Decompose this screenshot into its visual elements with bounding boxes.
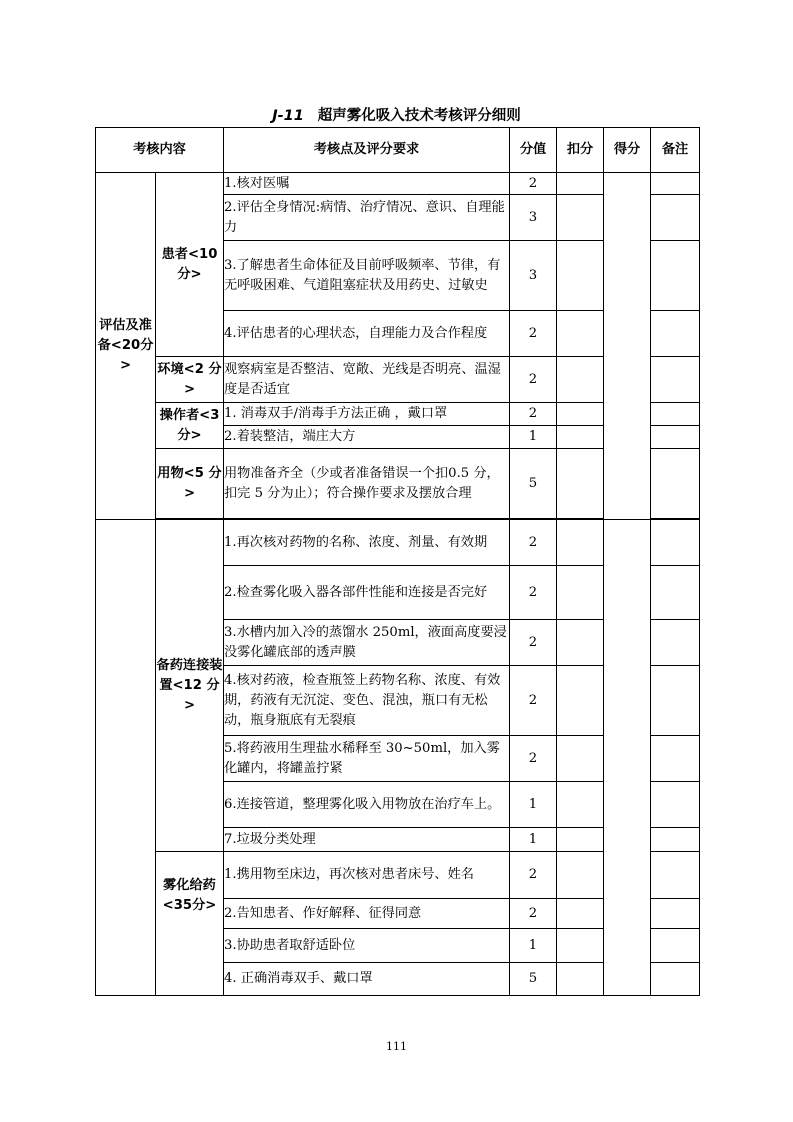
score-cell: 2 — [510, 566, 557, 620]
deduct-cell — [557, 173, 604, 195]
group-label: 用物<5 分> — [156, 449, 224, 519]
page-number: 111 — [386, 1040, 407, 1053]
table-row — [96, 173, 700, 195]
deduct-cell — [557, 449, 604, 519]
deduct-cell — [557, 666, 604, 736]
requirement-cell: 2.检查雾化吸入器各部件性能和连接是否完好 — [224, 566, 510, 620]
category-cell: 评估及准备<20分> — [96, 173, 156, 520]
score-cell: 2 — [510, 173, 557, 195]
score-cell: 5 — [510, 449, 557, 519]
requirement-cell: 3.协助患者取舒适卧位 — [224, 929, 510, 963]
score-cell: 5 — [510, 963, 557, 996]
note-cell — [651, 195, 700, 241]
note-cell — [651, 736, 700, 782]
requirement-cell: 1.携用物至床边，再次核对患者床号、姓名 — [224, 852, 510, 899]
header-deduct: 扣分 — [557, 128, 604, 173]
note-cell — [651, 241, 700, 311]
deduct-cell — [557, 828, 604, 852]
score-cell: 2 — [510, 736, 557, 782]
score-cell: 2 — [510, 311, 557, 357]
requirement-cell: 2.评估全身情况:病情、治疗情况、意识、自理能力 — [224, 195, 510, 241]
requirement-cell: 4. 正确消毒双手、戴口罩 — [224, 963, 510, 996]
category-cell — [96, 520, 156, 996]
note-cell — [651, 426, 700, 449]
requirement-cell: 用物准备齐全（少或者准备错误一个扣0.5 分，扣完 5 分为止）；符合操作要求及摆放合理 — [224, 449, 510, 519]
header-row — [96, 128, 700, 173]
note-cell — [651, 666, 700, 736]
score-cell: 2 — [510, 666, 557, 736]
requirement-cell: 1.核对医嘱 — [224, 173, 510, 195]
note-cell — [651, 311, 700, 357]
score-cell: 2 — [510, 520, 557, 566]
header-content: 考核内容 — [96, 128, 224, 173]
note-cell — [651, 782, 700, 828]
requirement-cell: 6.连接管道，整理雾化吸入用物放在治疗车上。 — [224, 782, 510, 828]
requirement-cell: 2.着装整洁，端庄大方 — [224, 426, 510, 449]
page-title — [0, 104, 793, 125]
requirement-cell: 3.了解患者生命体征及目前呼吸频率、节律，有无呼吸困难、气道阻塞症状及用药史、过敏史 — [224, 241, 510, 311]
note-cell — [651, 449, 700, 519]
group-label: 患者<10 分> — [156, 173, 224, 357]
group-label: 操作者<3分> — [156, 403, 224, 449]
score-cell: 3 — [510, 195, 557, 241]
title-text: 超声雾化吸入技术考核评分细则 — [317, 108, 521, 124]
deduct-cell — [557, 929, 604, 963]
note-cell — [651, 520, 700, 566]
deduct-cell — [557, 241, 604, 311]
note-cell — [651, 173, 700, 195]
requirement-cell: 2.告知患者、作好解释、征得同意 — [224, 899, 510, 929]
requirement-cell: 观察病室是否整洁、宽敞、光线是否明亮、温湿度是否适宜 — [224, 357, 510, 403]
requirement-cell: 1.再次核对药物的名称、浓度、剂量、有效期 — [224, 520, 510, 566]
group-label: 雾化给药<35分> — [156, 852, 224, 996]
note-cell — [651, 828, 700, 852]
score-cell: 2 — [510, 357, 557, 403]
gain-cell — [604, 520, 651, 996]
score-cell: 1 — [510, 828, 557, 852]
title-code: J-11 — [272, 108, 304, 124]
score-cell: 2 — [510, 852, 557, 899]
group-label: 备药连接装置<12 分> — [156, 520, 224, 852]
deduct-cell — [557, 782, 604, 828]
score-cell: 2 — [510, 620, 557, 666]
note-cell — [651, 357, 700, 403]
deduct-cell — [557, 403, 604, 426]
note-cell — [651, 899, 700, 929]
deduct-cell — [557, 566, 604, 620]
deduct-cell — [557, 620, 604, 666]
deduct-cell — [557, 426, 604, 449]
requirement-cell: 5.将药液用生理盐水稀释至 30~50ml，加入雾化罐内，将罐盖拧紧 — [224, 736, 510, 782]
score-cell: 1 — [510, 929, 557, 963]
requirement-cell: 4.评估患者的心理状态，自理能力及合作程度 — [224, 311, 510, 357]
requirement-cell: 4.核对药液，检查瓶签上药物名称、浓度、有效期，药液有无沉淀、变色、混浊，瓶口有无松动，瓶身瓶底有无裂痕 — [224, 666, 510, 736]
scoring-table — [95, 127, 700, 996]
deduct-cell — [557, 899, 604, 929]
deduct-cell — [557, 357, 604, 403]
deduct-cell — [557, 195, 604, 241]
note-cell — [651, 963, 700, 996]
score-cell: 1 — [510, 782, 557, 828]
deduct-cell — [557, 963, 604, 996]
deduct-cell — [557, 736, 604, 782]
requirement-cell: 3.水槽内加入冷的蒸馏水 250ml，液面高度要浸没雾化罐底部的透声膜 — [224, 620, 510, 666]
note-cell — [651, 929, 700, 963]
deduct-cell — [557, 311, 604, 357]
deduct-cell — [557, 520, 604, 566]
group-label: 环境<2 分> — [156, 357, 224, 403]
score-cell: 2 — [510, 899, 557, 929]
requirement-cell: 7.垃圾分类处理 — [224, 828, 510, 852]
note-cell — [651, 403, 700, 426]
score-cell: 1 — [510, 426, 557, 449]
header-score: 分值 — [510, 128, 557, 173]
header-gain: 得分 — [604, 128, 651, 173]
requirement-cell: 1. 消毒双手/消毒手方法正确 ，戴口罩 — [224, 403, 510, 426]
note-cell — [651, 852, 700, 899]
note-cell — [651, 620, 700, 666]
header-requirement: 考核点及评分要求 — [224, 128, 510, 173]
score-cell: 3 — [510, 241, 557, 311]
table-row — [96, 520, 700, 566]
note-cell — [651, 566, 700, 620]
header-note: 备注 — [651, 128, 700, 173]
deduct-cell — [557, 852, 604, 899]
score-cell: 2 — [510, 403, 557, 426]
gain-cell — [604, 173, 651, 520]
